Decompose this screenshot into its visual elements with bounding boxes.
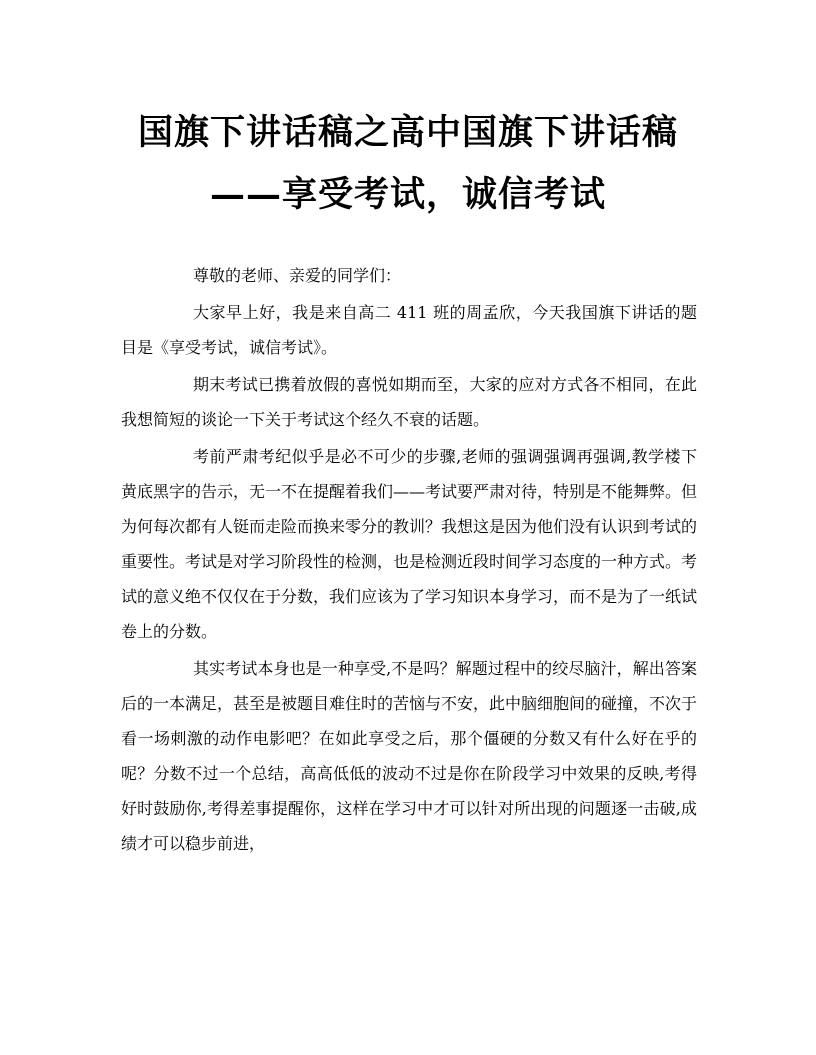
salutation-paragraph: 尊敬的老师、亲爱的同学们： bbox=[193, 266, 402, 285]
document-title: 国旗下讲话稿之高中国旗下讲话稿 bbox=[137, 112, 678, 153]
document-subtitle: ——享受考试，诚信考试 bbox=[209, 174, 606, 215]
body-paragraph: 考前严肃考纪似乎是必不可少的步骤,老师的强调强调再强调,教学楼下黄底黑字的告示，无一不在提醒着我们——考试要严肃对待，特别是不能舞弊。但为何每次都有人铤而走险而换来零分的教训？我想这是因为他们没有认识到考试的重要性。考试是对学习阶段性的检测，也是检测近段时间学习态度的一种方式。考试的意义绝不仅仅在于分数，我们应该为了学习知识本身学习，而不是为了一纸试卷上的分数。 bbox=[121, 447, 698, 641]
body-paragraph: 期末考试已携着放假的喜悦如期而至，大家的应对方式各不相同，在此我想简短的谈论一下关于考试这个经久不衰的话题。 bbox=[121, 375, 697, 429]
body-paragraph: 大家早上好，我是来自高二 411 班的周孟欣，今天我国旗下讲话的题目是《享受考试，诚信考试》。 bbox=[121, 303, 697, 357]
body-paragraph: 其实考试本身也是一种享受,不是吗？解题过程中的绞尽脑汁，解出答案后的一本满足，甚至是被题目难住时的苦恼与不安，此中脑细胞间的碰撞，不次于看一场刺激的动作电影吧？在如此享受之后，那个僵硬的分数又有什么好在乎的呢？分数不过一个总结，高高低低的波动不过是你在阶段学习中效果的反映,考得好时鼓励你,考得差事提醒你，这样在学习中才可以针对所出现的问题逐一击破,成绩才可以稳步前进， bbox=[121, 659, 698, 853]
document-body bbox=[121, 258, 697, 863]
